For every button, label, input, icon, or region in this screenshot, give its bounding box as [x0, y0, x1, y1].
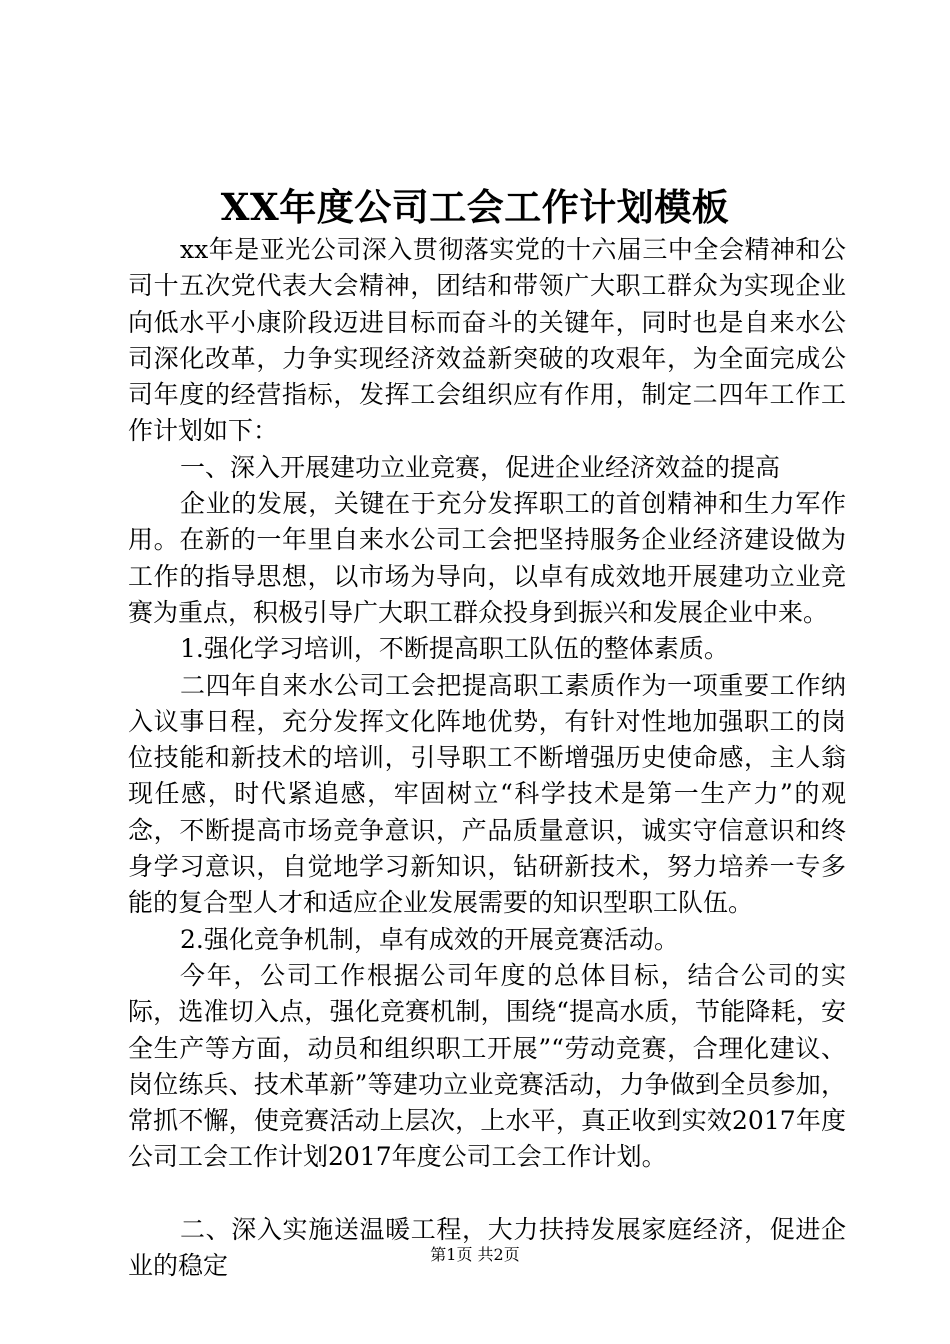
section-1-paragraph: 企业的发展，关键在于充分发挥职工的首创精神和生力军作用。在新的一年里自来水公司工会把坚持服务企业经济建设做为工作的指导思想，以市场为导向，以卓有成效地开展建功立业竞赛为重点，积极引导广大职工群众投身到振兴和发展企业中来。: [128, 489, 846, 627]
section-heading-1: 一、深入开展建功立业竞赛，促进企业经济效益的提高: [180, 452, 781, 482]
subheading-1: 1.强化学习培训，不断提高职工队伍的整体素质。: [180, 634, 729, 664]
subsection-2-paragraph: 今年，公司工作根据公司年度的总体目标，结合公司的实际，选准切入点，强化竞赛机制，围绕“提高水质，节能降耗，安全生产等方面，动员和组织职工开展”“劳动竞赛，合理化建议、岗位练兵、技术革新”等建功立业竞赛活动，力争做到全员参加，常抓不懈，使竞赛活动上层次，上水平，真正收到实效2017年度公司工会工作计划2017年度公司工会工作计划。: [128, 960, 846, 1172]
subheading-2: 2.强化竞争机制，卓有成效的开展竞赛活动。: [180, 924, 679, 954]
section-heading-2: 二、深入实施送温暖工程，大力扶持发展家庭经济，促进企业的稳定: [128, 1214, 846, 1281]
paragraph-gap: [128, 1176, 846, 1212]
page-number-footer: 第1页 共2页: [430, 1245, 520, 1264]
document-body: [128, 232, 846, 1284]
subsection-1-paragraph: 二四年自来水公司工会把提高职工素质作为一项重要工作纳入议事日程，充分发挥文化阵地优势，有针对性地加强职工的岗位技能和新技术的培训，引导职工不断增强历史使命感，主人翁现任感，时代紧追感，牢固树立“科学技术是第一生产力”的观念，不断提高市场竞争意识，产品质量意识，诚实守信意识和终身学习意识，自觉地学习新知识，钻研新技术，努力培养一专多能的复合型人才和适应企业发展需要的知识型职工队伍。: [128, 670, 846, 918]
document-title: XX年度公司工会工作计划模板: [220, 185, 730, 229]
intro-paragraph: xx年是亚光公司深入贯彻落实党的十六届三中全会精神和公司十五次党代表大会精神，团结和带领广大职工群众为实现企业向低水平小康阶段迈进目标而奋斗的关键年，同时也是自来水公司深化改革，力争实现经济效益新突破的攻艰年，为全面完成公司年度的经营指标，发挥工会组织应有作用，制定二四年工作工作计划如下：: [128, 235, 846, 446]
